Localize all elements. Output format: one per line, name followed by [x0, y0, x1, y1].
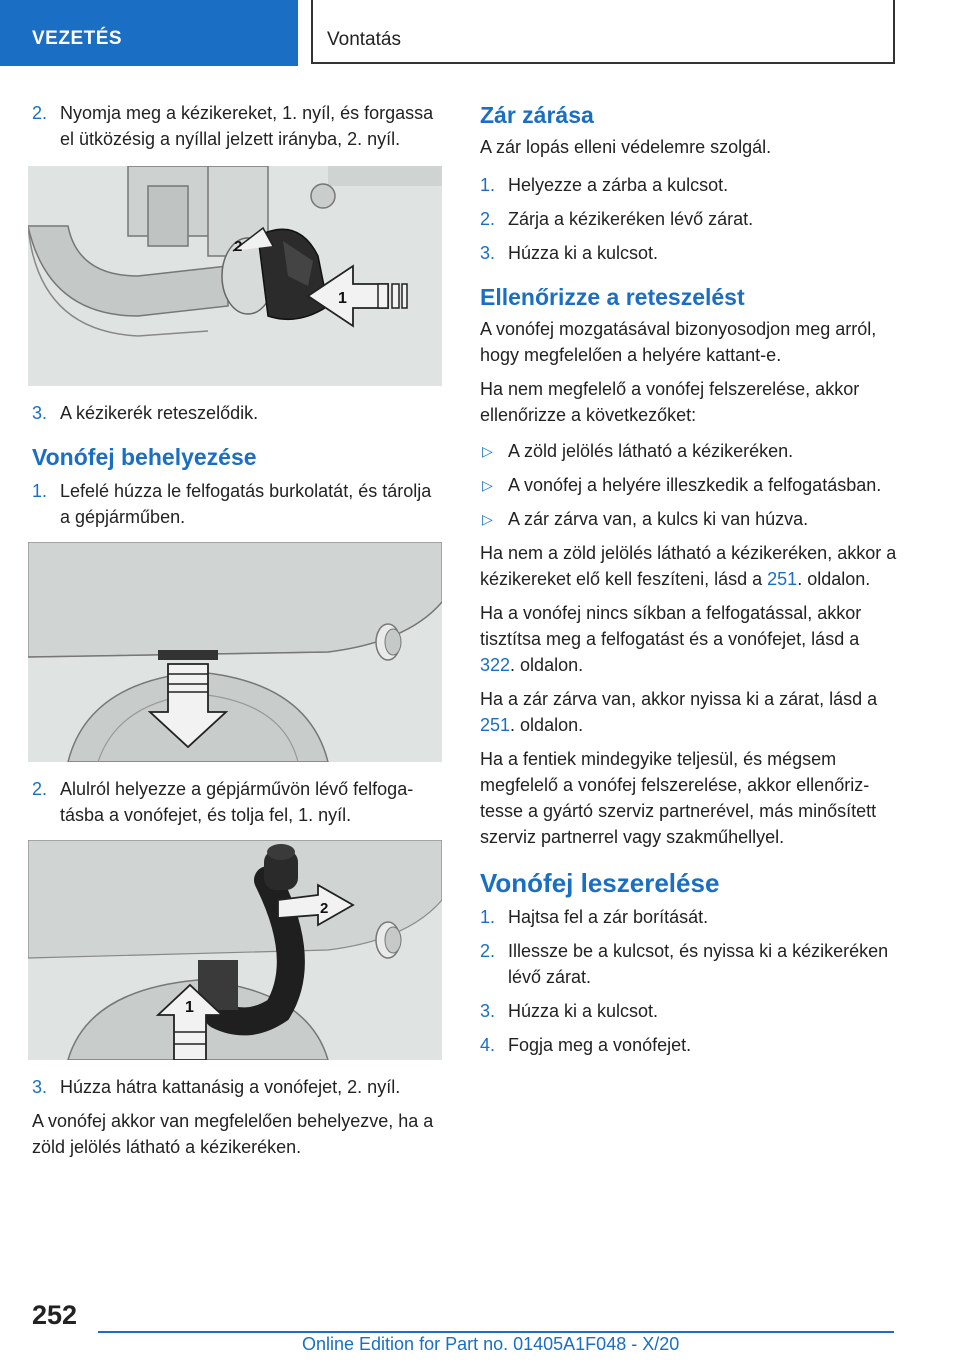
check-paragraph-4 — [480, 600, 898, 678]
step-text: Helyezze a zárba a kulcsot. — [508, 175, 729, 195]
page-ref-link[interactable]: 251 — [480, 715, 511, 735]
step-number: 3. — [32, 1077, 48, 1097]
step-text: A kézikerék reteszelődik. — [60, 403, 259, 423]
step-number: 1. — [480, 907, 496, 927]
step-text: Illessze be a kulcsot, és nyissa ki a kézikeréken lévő zárat. — [508, 941, 889, 987]
step-3-pull-back — [32, 1074, 444, 1100]
closing-paragraph: A vonófej akkor van megfelelően behelyezve, ha a zöld jelölés látható a kézikeréken. — [32, 1111, 434, 1157]
bullet-text: A vonófej a helyére illeszkedik a felfogatásban. — [508, 475, 882, 495]
check-paragraph-3 — [480, 540, 898, 592]
check-paragraph-2: Ha nem megfelelő a vonófej felszerelése, akkor ellenőrizze a következőket: — [480, 379, 860, 425]
section-tab: VEZETÉS — [0, 0, 298, 66]
check-bullet-2 — [480, 472, 898, 498]
step-number: 2. — [32, 779, 48, 799]
fig3-label-2: 2 — [320, 900, 329, 917]
text: Ha a vonófej nincs síkban a felfogatással, akkor tisztítsa meg a felfogatást és a vonófejet, lásd a — [480, 603, 862, 649]
right-column — [480, 100, 898, 1066]
step-text: Lefelé húzza le felfogatás burkolatát, és tárolja a gépjárműben. — [60, 481, 432, 527]
bullet-text: A zöld jelölés látható a kézikeréken. — [508, 441, 794, 461]
figure-insert-ballhead — [28, 840, 442, 1060]
check-bullet-3 — [480, 506, 898, 532]
remove-step-4 — [480, 1032, 898, 1058]
footer-divider — [98, 1331, 894, 1333]
fig1-label-2: 2 — [234, 238, 243, 255]
step-text: Alulról helyezze a gépjárművön lévő felfogatásba a vonófejet, és tolja fel, 1. nyíl. — [60, 779, 414, 825]
lock-step-1 — [480, 172, 898, 198]
step-text: Hajtsa fel a zár borítását. — [508, 907, 709, 927]
left-column — [32, 100, 444, 1168]
lock-intro: A zár lopás elleni védelemre szolgál. — [480, 137, 772, 157]
triangle-bullet-icon: ▷ — [482, 443, 493, 459]
heading-check: Ellenőrizze a reteszelést — [480, 284, 745, 310]
step-3-locks — [32, 400, 444, 426]
step-number: 3. — [480, 243, 496, 263]
heading-remove: Vonófej leszerelése — [480, 868, 720, 898]
step-text: Húzza ki a kulcsot. — [508, 1001, 659, 1021]
heading-lock: Zár zárása — [480, 102, 594, 128]
page-ref-link[interactable]: 322 — [480, 655, 511, 675]
triangle-bullet-icon: ▷ — [482, 477, 493, 493]
remove-step-1 — [480, 904, 898, 930]
chapter-title: Vontatás — [311, 0, 895, 64]
step-2-insert — [32, 776, 444, 828]
figure-cover-down — [28, 542, 442, 762]
step-number: 3. — [32, 403, 48, 423]
footer-edition: Online Edition for Part no. 01405A1F048 - X/20 — [302, 1334, 680, 1354]
remove-step-2 — [480, 938, 898, 990]
step-number: 2. — [480, 209, 496, 229]
text: . oldalon. — [797, 569, 871, 589]
lock-step-3 — [480, 240, 898, 266]
step-number: 4. — [480, 1035, 496, 1055]
step-text: Húzza hátra kattanásig a vonófejet, 2. nyíl. — [60, 1077, 401, 1097]
page-number: 252 — [32, 1300, 78, 1330]
text: . oldalon. — [510, 715, 584, 735]
remove-step-3 — [480, 998, 898, 1024]
triangle-bullet-icon: ▷ — [482, 511, 493, 527]
lock-step-2 — [480, 206, 898, 232]
step-number: 3. — [480, 1001, 496, 1021]
step-text: Zárja a kézikeréken lévő zárat. — [508, 209, 754, 229]
fig3-label-1: 1 — [185, 999, 194, 1016]
check-paragraph-1: A vonófej mozgatásával bizonyosodjon meg arról, hogy megfelelően a helyére kattant-e. — [480, 319, 877, 365]
check-paragraph-6: Ha a fentiek mindegyike teljesül, és mégsem megfelelő a vonófej felszerelése, akkor ellenőriztesse a gyártó szerviz partnerével, más minősített szerviz partnerrel vagy szakműhellyel. — [480, 749, 877, 847]
step-number: 1. — [480, 175, 496, 195]
step-number: 1. — [32, 481, 48, 501]
page-header — [0, 0, 960, 66]
fig1-label-1: 1 — [338, 290, 347, 307]
step-number: 2. — [32, 103, 48, 123]
check-paragraph-5 — [480, 686, 898, 738]
step-text: Fogja meg a vonófejet. — [508, 1035, 692, 1055]
text: Ha nem a zöld jelölés látható a kézikeréken, akkor a kézikereket elő kell feszíteni, lásd a — [480, 543, 897, 589]
text: . oldalon. — [510, 655, 584, 675]
check-bullet-1 — [480, 438, 898, 464]
step-1-cover — [32, 478, 444, 530]
figure-handwheel-rotate — [28, 166, 442, 386]
page-ref-link[interactable]: 251 — [767, 569, 798, 589]
heading-insert: Vonófej behelyezése — [32, 444, 257, 470]
step-2-rotate — [32, 100, 444, 152]
bullet-text: A zár zárva van, a kulcs ki van húzva. — [508, 509, 809, 529]
step-text: Nyomja meg a kézikereket, 1. nyíl, és forgassa el ütközésig a nyíllal jelzett irányba, 2. nyíl. — [60, 103, 434, 149]
text: Ha a zár zárva van, akkor nyissa ki a zárat, lásd a — [480, 689, 878, 709]
step-number: 2. — [480, 941, 496, 961]
step-text: Húzza ki a kulcsot. — [508, 243, 659, 263]
